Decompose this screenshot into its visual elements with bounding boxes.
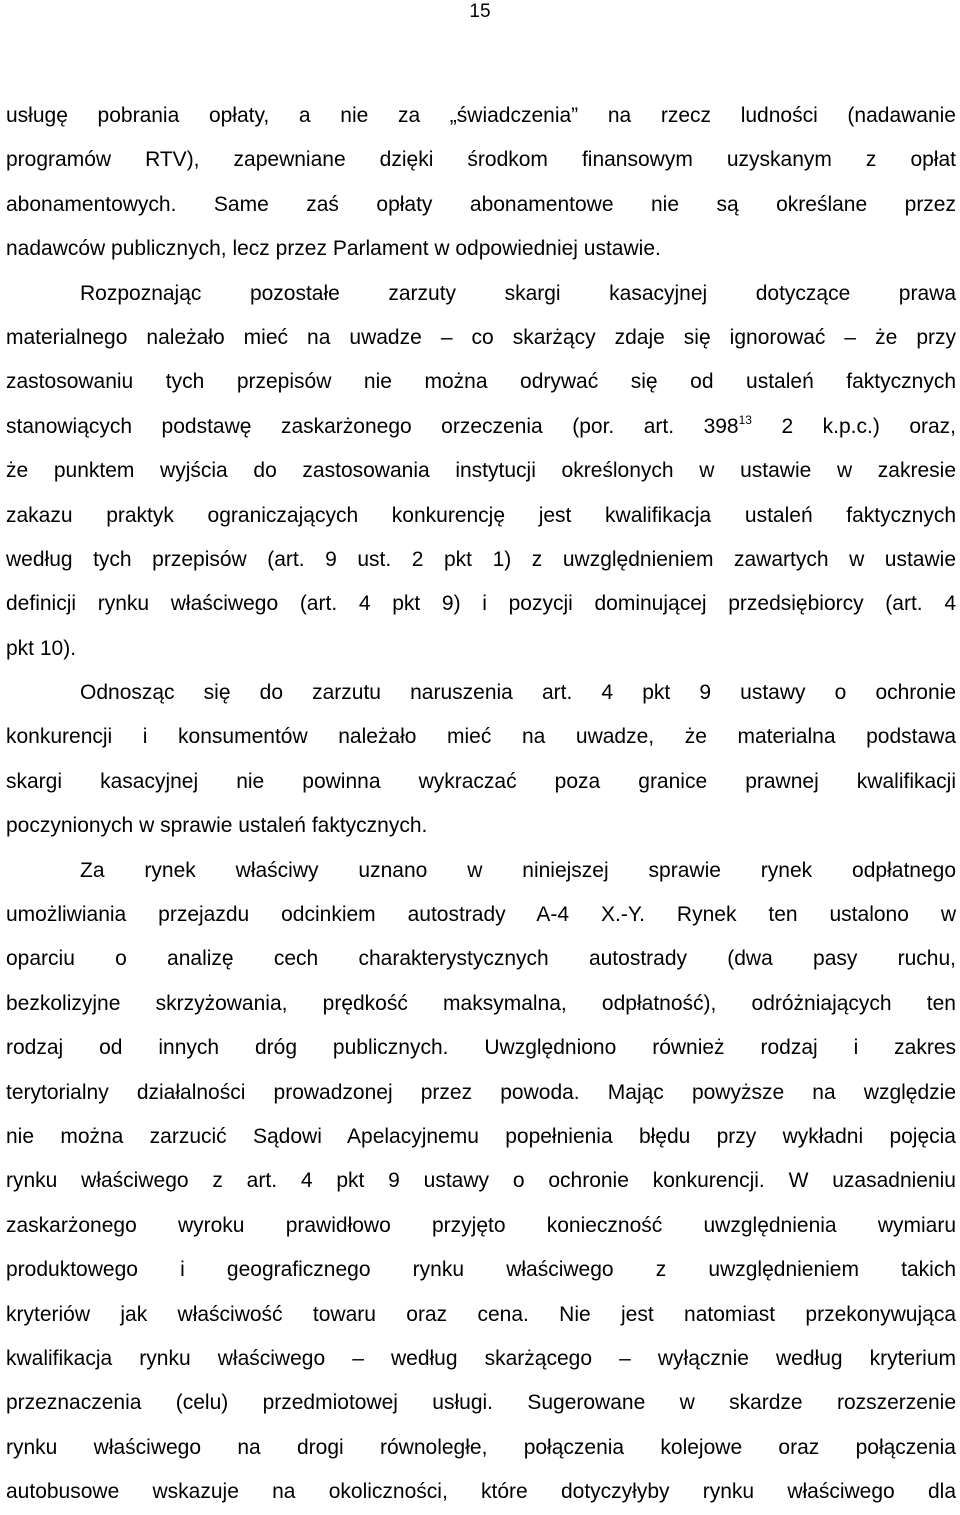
text-line: zaskarżonego wyroku prawidłowo przyjęto konieczność uwzględnienia wymiaru (6, 1213, 956, 1237)
text-line: nadawców publicznych, lecz przez Parlament w odpowiedniej ustawie. (6, 237, 661, 261)
text-line: poczynionych w sprawie ustaleń faktycznych. (6, 814, 428, 838)
text-line: według tych przepisów (art. 9 ust. 2 pkt 1) z uwzględnieniem zawartych w ustawie (6, 547, 956, 571)
text-line: rynku właściwego na drogi równoległe, połączenia kolejowe oraz połączenia (6, 1435, 956, 1459)
citation-tail: 2 k.p.c.) oraz, (751, 414, 957, 438)
text-line-with-citation (6, 405, 956, 449)
text-line: abonamentowych. Same zaś opłaty abonamentowe nie są określane przez (6, 192, 956, 216)
text-line: że punktem wyjścia do zastosowania instytucji określonych w ustawie w zakresie (6, 459, 956, 483)
paragraph-start: Za rynek właściwy uznano w niniejszej sprawie rynek odpłatnego (80, 858, 956, 882)
text-line: definicji rynku właściwego (art. 4 pkt 9) i pozycji dominującej przedsiębiorcy (art. 4 (6, 592, 956, 616)
paragraph-start: Odnosząc się do zarzutu naruszenia art. 4 pkt 9 ustawy o ochronie (80, 681, 956, 705)
page-number: 15 (469, 1, 491, 22)
text-line: kryteriów jak właściwość towaru oraz cena. Nie jest natomiast przekonywująca (6, 1302, 956, 1326)
paragraph-start: Rozpoznając pozostałe zarzuty skargi kasacyjnej dotyczące prawa (80, 281, 956, 305)
text-line: rodzaj od innych dróg publicznych. Uwzględniono również rodzaj i zakres (6, 1036, 956, 1060)
text-line: programów RTV), zapewniane dzięki środkom finansowym uzyskanym z opłat (6, 148, 956, 172)
text-line: usługę pobrania opłaty, a nie za „świadczenia” na rzecz ludności (nadawanie (6, 104, 956, 127)
text-line: bezkolizyjne skrzyżowania, prędkość maksymalna, odpłatność), odróżniających ten (6, 991, 956, 1015)
citation-text: stanowiących podstawę zaskarżonego orzeczenia (por. art. 398 (6, 414, 739, 438)
text-line: materialnego należało mieć na uwadze – co skarżący zdaje się ignorować – że przy (6, 325, 956, 349)
text-line: rynku właściwego z art. 4 pkt 9 ustawy o ochronie konkurencji. W uzasadnieniu (6, 1169, 956, 1193)
text-line: produktowego i geograficznego rynku właściwego z uwzględnieniem takich (6, 1258, 956, 1282)
text-line: pkt 10). (6, 636, 77, 660)
text-line: umożliwiania przejazdu odcinkiem autostrady A-4 X.-Y. Rynek ten ustalono w (6, 903, 956, 927)
text-line: autobusowe wskazuje na okoliczności, które dotyczyłyby rynku właściwego dla (6, 1480, 956, 1504)
text-line: kwalifikacja rynku właściwego – według skarżącego – wyłącznie według kryterium (6, 1346, 956, 1370)
text-line: terytorialny działalności prowadzonej przez powoda. Mając powyższe na względzie (6, 1080, 956, 1104)
text-line: oparciu o analizę cech charakterystycznych autostrady (dwa pasy ruchu, (6, 947, 956, 971)
citation-superscript: 13 (738, 412, 752, 427)
text-line: konkurencji i konsumentów należało mieć na uwadze, że materialna podstawa (6, 725, 956, 749)
text-line: nie można zarzucić Sądowi Apelacyjnemu popełnienia błędu przy wykładni pojęcia (6, 1124, 956, 1148)
text-line: skargi kasacyjnej nie powinna wykraczać poza granice prawnej kwalifikacji (6, 769, 956, 793)
text-line: zastosowaniu tych przepisów nie można odrywać się od ustaleń faktycznych (6, 370, 956, 394)
document-body (6, 94, 956, 1515)
text-line: przeznaczenia (celu) przedmiotowej usługi. Sugerowane w skardze rozszerzenie (6, 1391, 956, 1415)
text-line: zakazu praktyk ograniczających konkurencję jest kwalifikacja ustaleń faktycznych (6, 503, 956, 527)
